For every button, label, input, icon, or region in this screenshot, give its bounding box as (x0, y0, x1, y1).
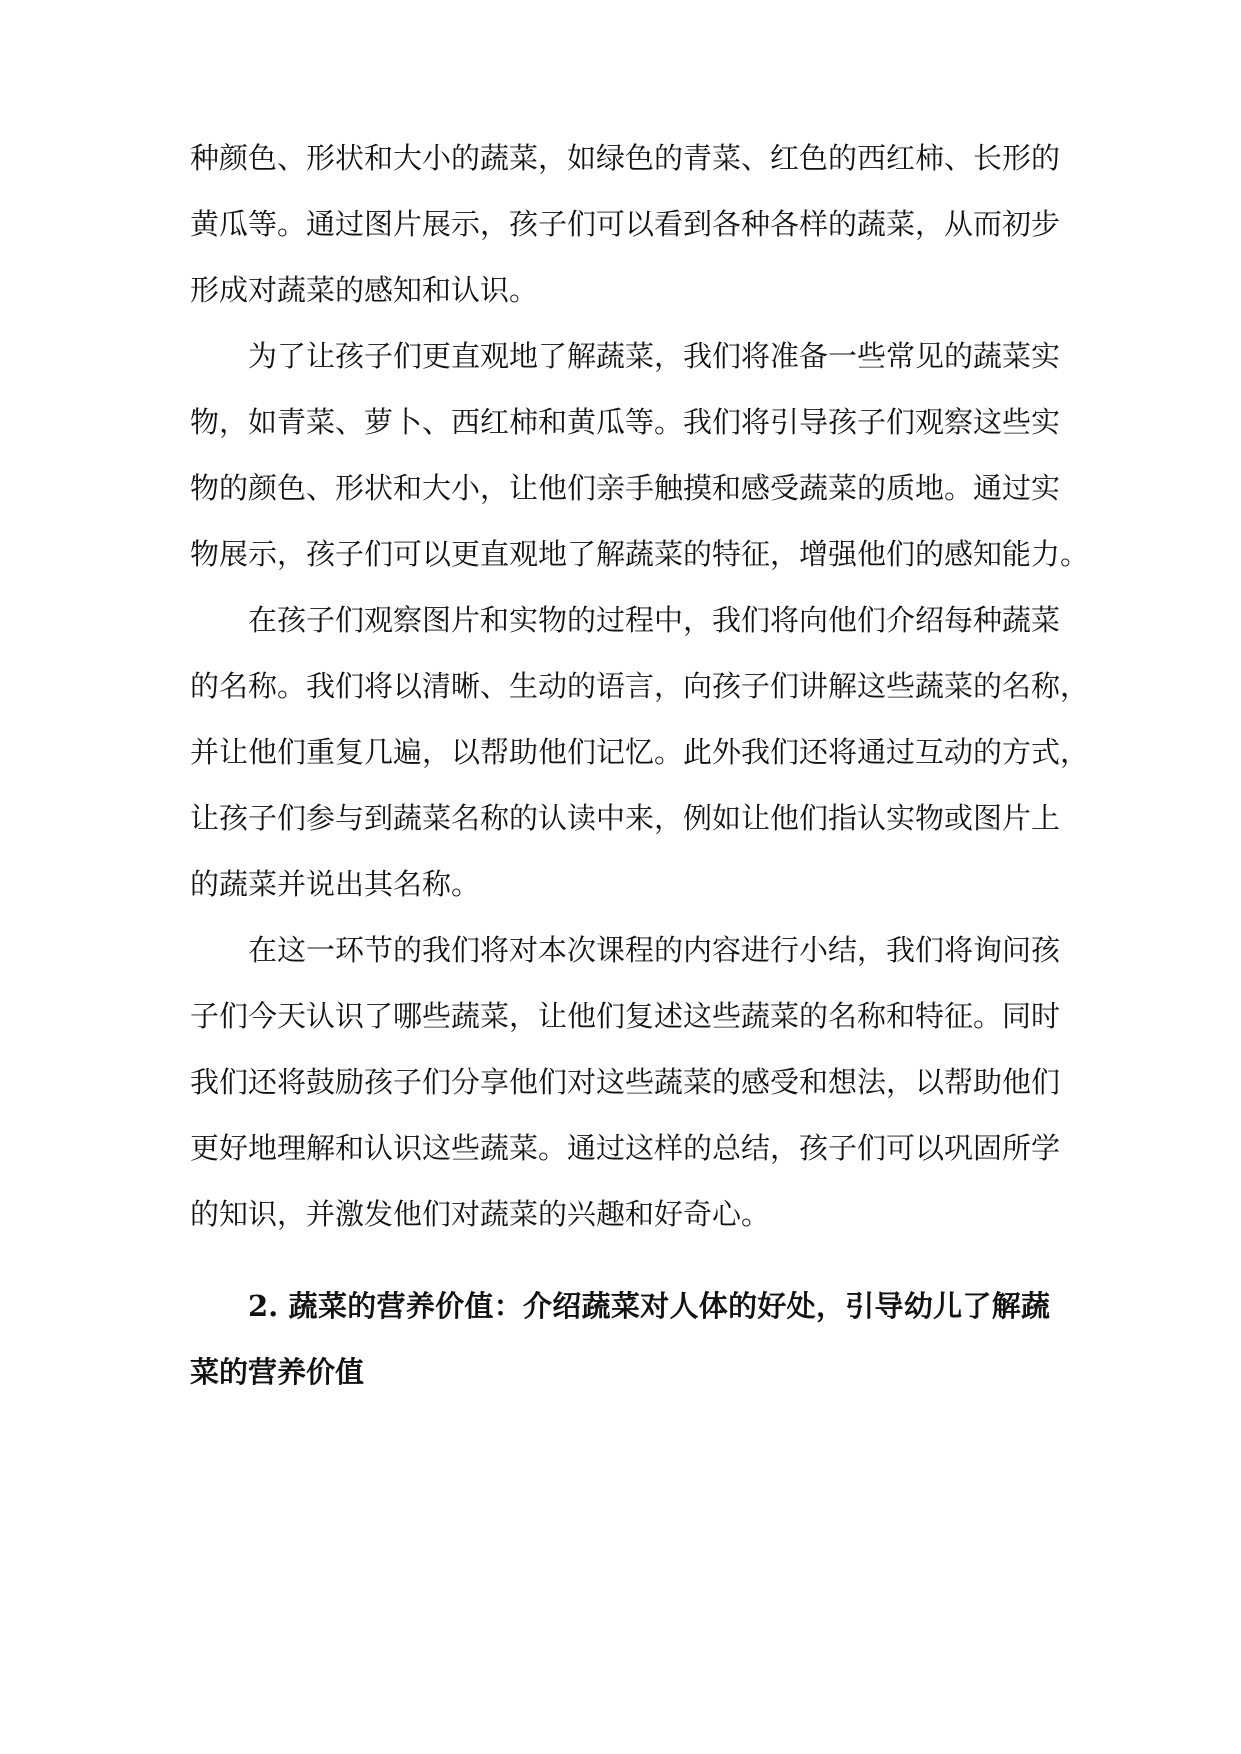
text-line: 的蔬菜并说出其名称。 (190, 867, 481, 901)
text-line: 形成对蔬菜的感知和认识。 (190, 273, 539, 307)
text-line: 为了让孩子们更直观地了解蔬菜，我们将准备一些常见的蔬菜实 (248, 339, 1061, 373)
text-line: 在孩子们观察图片和实物的过程中，我们将向他们介绍每种蔬菜 (248, 603, 1061, 637)
text-line: 并让他们重复几遍，以帮助他们记忆。此外我们还将通过互动的方式， (190, 735, 1090, 769)
text-line: 我们还将鼓励孩子们分享他们对这些蔬菜的感受和想法，以帮助他们 (190, 1065, 1061, 1099)
text-line: 子们今天认识了哪些蔬菜，让他们复述这些蔬菜的名称和特征。同时 (190, 999, 1061, 1033)
text-line: 物展示，孩子们可以更直观地了解蔬菜的特征，增强他们的感知能力。 (190, 537, 1090, 571)
text-line: 种颜色、形状和大小的蔬菜，如绿色的青菜、红色的西红柿、长形的 (190, 141, 1061, 175)
heading-line: 菜的营养价值 (190, 1355, 365, 1389)
text-line: 更好地理解和认识这些蔬菜。通过这样的总结，孩子们可以巩固所学 (190, 1131, 1061, 1165)
text-line: 的名称。我们将以清晰、生动的语言，向孩子们讲解这些蔬菜的名称， (190, 669, 1090, 703)
text-line: 物，如青菜、萝卜、西红柿和黄瓜等。我们将引导孩子们观察这些实 (190, 405, 1061, 439)
text-line: 让孩子们参与到蔬菜名称的认读中来，例如让他们指认实物或图片上 (190, 801, 1061, 835)
heading-line: 2. 蔬菜的营养价值：介绍蔬菜对人体的好处，引导幼儿了解蔬 (248, 1289, 1050, 1323)
text-line: 在这一环节的我们将对本次课程的内容进行小结，我们将询问孩 (248, 933, 1061, 967)
text-line: 物的颜色、形状和大小，让他们亲手触摸和感受蔬菜的质地。通过实 (190, 471, 1061, 505)
text-line: 的知识，并激发他们对蔬菜的兴趣和好奇心。 (190, 1197, 771, 1231)
text-line: 黄瓜等。通过图片展示，孩子们可以看到各种各样的蔬菜，从而初步 (190, 207, 1061, 241)
